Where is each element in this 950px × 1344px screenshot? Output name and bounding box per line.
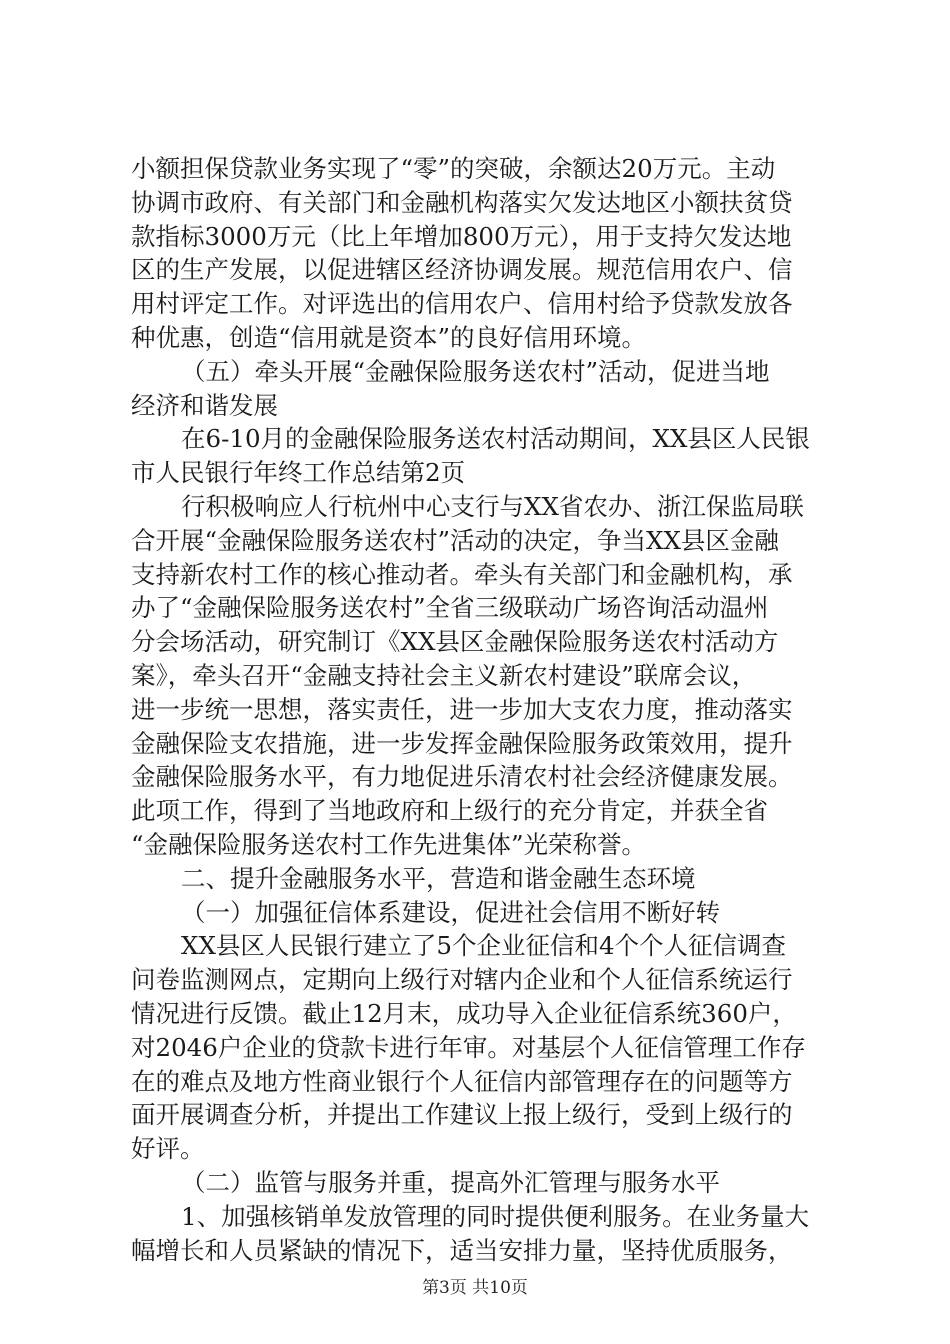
text-line: 款指标3000万元（比上年增加800万元），用于支持欠发达地 — [131, 221, 792, 251]
text-line: “金融保险服务送农村工作先进集体”光荣称誉。 — [131, 829, 647, 859]
text-line: 市人民银行年终工作总结第2页 — [131, 458, 466, 488]
text-line: 在的难点及地方性商业银行个人征信内部管理存在的问题等方 — [131, 1066, 793, 1096]
text-line: 金融保险支农措施，进一步发挥金融保险服务政策效用，提升 — [131, 728, 793, 758]
text-line: 区的生产发展，以促进辖区经济协调发展。规范信用农户、信 — [131, 255, 793, 285]
text-line: 情况进行反馈。截止12月末，成功导入企业征信系统360户， — [131, 998, 797, 1028]
text-line: 办了“金融保险服务送农村”全省三级联动广场咨询活动温州 — [131, 593, 769, 623]
text-line: 在6-10月的金融保险服务送农村活动期间，XX县区人民银 — [181, 424, 810, 454]
text-line: 幅增长和人员紧缺的情况下，适当安排力量，坚持优质服务， — [131, 1235, 793, 1265]
page-number-footer: 第3页 共10页 — [422, 1278, 528, 1298]
text-line: 好评。 — [131, 1134, 205, 1164]
text-line: 支持新农村工作的核心推动者。牵头有关部门和金融机构，承 — [131, 559, 793, 589]
section-heading: 二、提升金融服务水平，营造和谐金融生态环境 — [181, 863, 696, 893]
text-line: 分会场活动，研究制订《XX县区金融保险服务送农村活动方 — [131, 627, 779, 657]
text-line: 用村评定工作。对评选出的信用农户、信用村给予贷款发放各 — [131, 289, 793, 319]
section-heading: （一）加强征信体系建设，促进社会信用不断好转 — [181, 897, 720, 927]
document-body — [131, 152, 831, 1267]
text-line: 1、加强核销单发放管理的同时提供便利服务。在业务量大 — [181, 1201, 810, 1231]
section-heading: （二）监管与服务并重，提高外汇管理与服务水平 — [181, 1167, 720, 1197]
section-heading: （五）牵头开展“金融保险服务送农村”活动，促进当地 — [181, 356, 770, 386]
text-line: 此项工作，得到了当地政府和上级行的充分肯定，并获全省 — [131, 796, 768, 826]
text-line: 金融保险服务水平，有力地促进乐清农村社会经济健康发展。 — [131, 762, 793, 792]
text-line: 面开展调查分析，并提出工作建议上报上级行，受到上级行的 — [131, 1100, 793, 1130]
text-line: 进一步统一思想，落实责任，进一步加大支农力度，推动落实 — [131, 694, 793, 724]
text-line: 问卷监测网点，定期向上级行对辖内企业和个人征信系统运行 — [131, 965, 793, 995]
text-line: 对2046户企业的贷款卡进行年审。对基层个人征信管理工作存 — [131, 1032, 806, 1062]
text-line: 小额担保贷款业务实现了“零”的突破，余额达20万元。主动 — [131, 154, 776, 183]
text-line: 案》，牵头召开“金融支持社会主义新农村建设”联席会议， — [131, 660, 757, 690]
text-line: 行积极响应人行杭州中心支行与XX省农办、浙江保监局联 — [181, 491, 804, 521]
section-heading-continued: 经济和谐发展 — [131, 390, 278, 420]
text-line: XX县区人民银行建立了5个企业征信和4个个人征信调查 — [181, 931, 787, 961]
text-line: 协调市政府、有关部门和金融机构落实欠发达地区小额扶贫贷 — [131, 187, 793, 217]
text-line: 种优惠，创造“信用就是资本”的良好信用环境。 — [131, 322, 647, 352]
text-line: 合开展“金融保险服务送农村”活动的决定，争当XX县区金融 — [131, 525, 779, 555]
